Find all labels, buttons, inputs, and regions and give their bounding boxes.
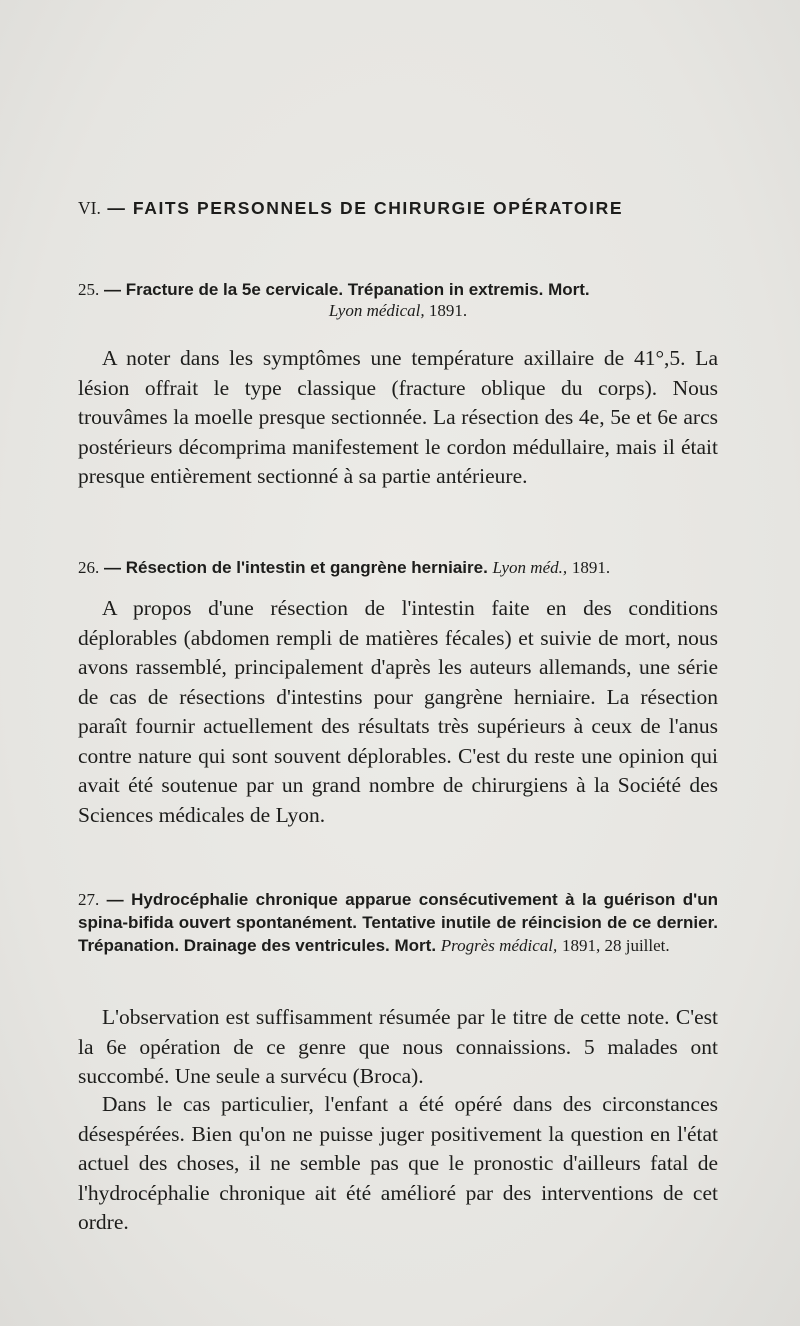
- entry-source: [78, 301, 718, 321]
- source-year: 1891.: [428, 301, 468, 320]
- source-journal: Lyon médical,: [328, 301, 425, 320]
- section-dash: —: [107, 198, 127, 218]
- entry-25-paragraph: A noter dans les symptômes une température axillaire de 41°,5. La lésion offrait le type classique (fracture oblique du corps). Nous trouvâmes la moelle presque sectionnée. La résection des 4e, 5e et 6e arcs postérieurs décomprima manifestement le cordon médullaire, mais il était presque entièrement sectionné à sa partie antérieure.: [78, 346, 718, 488]
- source-year: 1891.: [571, 558, 611, 577]
- entry-heading: [78, 278, 718, 301]
- entry-26-paragraph: A propos d'une résection de l'intestin faite en des conditions déplorables (abdomen rempli de matières fécales) et suivie de mort, nous avons rassemblé, principalement d'après les auteurs allemands, une série de cas de résections d'intestins pour gangrène herniaire. La résection paraît fournir actuellement des résultats très supérieurs à ceux de l'anus contre nature qui sont souvent déplorables. C'est du reste une opinion qui avait été soutenue par un grand nombre de chirurgiens à la Société des Sciences médicales de Lyon.: [78, 596, 718, 827]
- entry-27-paragraph-2: Dans le cas particulier, l'enfant a été opéré dans des circonstances désespérées. Bien qu'on ne puisse juger positivement la question en l'état actuel des choses, il ne semble pas que le pronostic d'ailleurs fatal de l'hydrocéphalie chronique ait été amélioré par des interventions de cet ordre.: [78, 1092, 718, 1234]
- source-year: 1891, 28 juillet.: [561, 936, 670, 955]
- entry-number: 25.: [78, 280, 100, 299]
- source-journal: Lyon méd.,: [492, 558, 568, 577]
- source-journal: Progrès médical,: [440, 936, 558, 955]
- entry-dash: —: [103, 558, 121, 577]
- entry-title: Fracture de la 5e cervicale. Trépanation in extremis. Mort.: [125, 280, 590, 299]
- entry-26-heading: [78, 556, 718, 579]
- entry-27-paragraph-1: L'observation est suffisamment résumée par le titre de cette note. C'est la 6e opération de ce genre que nous connaissions. 5 malades ont succombé. Une seule a survécu (Broca).: [78, 1005, 718, 1088]
- entry-dash: —: [103, 280, 121, 299]
- entry-number: 26.: [78, 558, 100, 577]
- entry-25: [78, 278, 718, 321]
- entry-number: 27.: [78, 890, 100, 909]
- section-number: VI.: [78, 198, 101, 218]
- entry-dash: —: [106, 890, 124, 909]
- entry-title: Hydrocéphalie chronique apparue consécutivement à la guérison d'un spina-bifida ouvert spontanément. Tentative inutile de réincision de ce dernier. Trépanation. Drainage des ventricules. Mort.: [78, 890, 718, 955]
- section-title: FAITS PERSONNELS DE CHIRURGIE OPÉRATOIRE: [132, 198, 624, 218]
- section-heading: [78, 198, 718, 219]
- entry-title: Résection de l'intestin et gangrène herniaire.: [125, 558, 488, 577]
- entry-27-heading: [78, 888, 718, 957]
